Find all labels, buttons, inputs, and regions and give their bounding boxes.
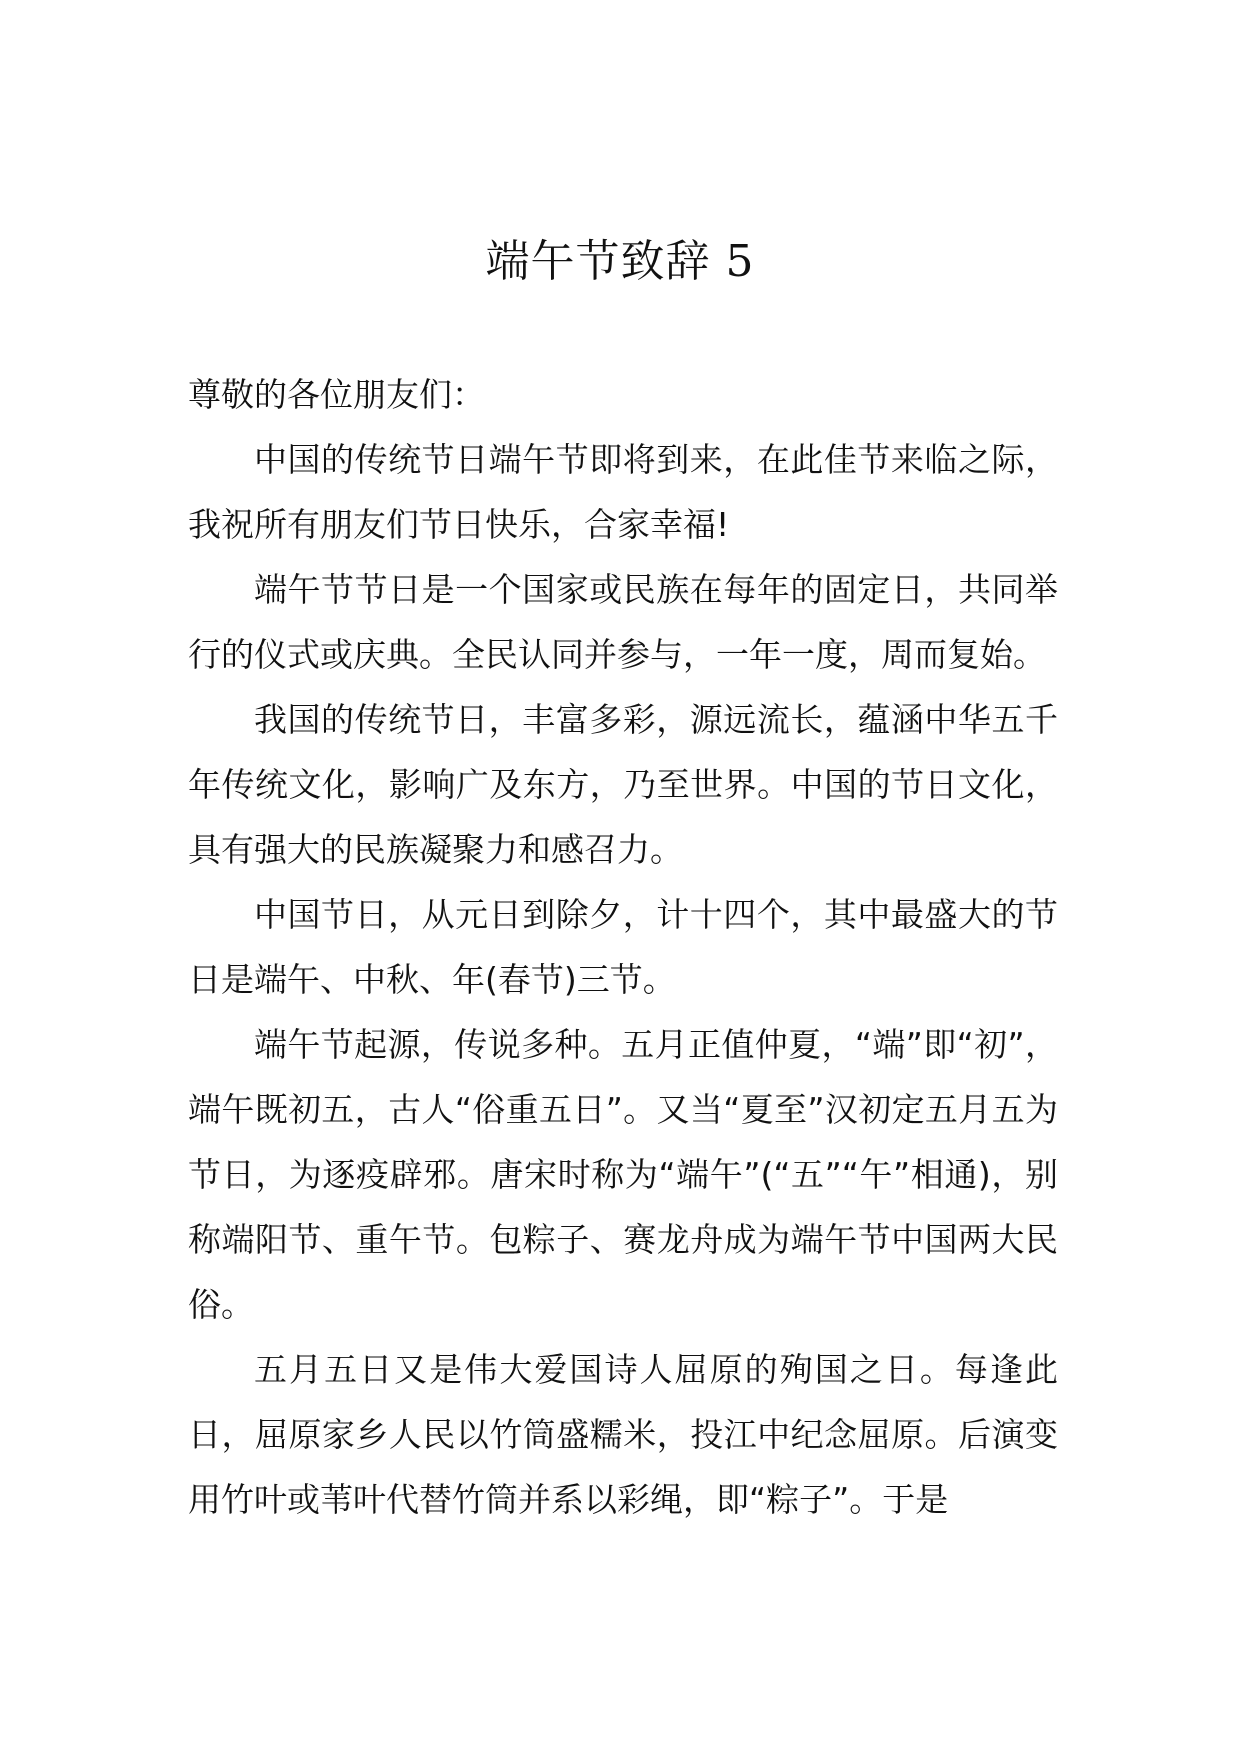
paragraph-origin: 端午节起源，传说多种。五月正值仲夏，“端”即“初”，端午既初五，古人“俗重五日”。又当“夏至”汉初定五月五为节日，为逐疫辟邪。唐宋时称为“端午”(“五”“午”相通)，别称端阳节、重午节。包粽子、赛龙舟成为端午节中国两大民俗。 xyxy=(188,1025,1058,1324)
salutation: 尊敬的各位朋友们： xyxy=(188,375,485,414)
document-body xyxy=(188,362,1058,1532)
paragraph-greeting: 中国的传统节日端午节即将到来，在此佳节来临之际，我祝所有朋友们节日快乐，合家幸福! xyxy=(188,440,1058,544)
document-title: 端午节致辞 5 xyxy=(485,236,755,287)
paragraph-major-festivals: 中国节日，从元日到除夕，计十四个，其中最盛大的节日是端午、中秋、年(春节)三节。 xyxy=(188,895,1058,999)
paragraph-traditional-festivals: 我国的传统节日，丰富多彩，源远流长，蕴涵中华五千年传统文化，影响广及东方，乃至世界。中国的节日文化，具有强大的民族凝聚力和感召力。 xyxy=(188,700,1058,869)
paragraph-qu-yuan: 五月五日又是伟大爱国诗人屈原的殉国之日。每逢此日，屈原家乡人民以竹筒盛糯米，投江中纪念屈原。后演变用竹叶或苇叶代替竹筒并系以彩绳，即“粽子”。于是 xyxy=(188,1350,1058,1519)
paragraph-festival-definition: 端午节节日是一个国家或民族在每年的固定日，共同举行的仪式或庆典。全民认同并参与，一年一度，周而复始。 xyxy=(188,570,1058,674)
